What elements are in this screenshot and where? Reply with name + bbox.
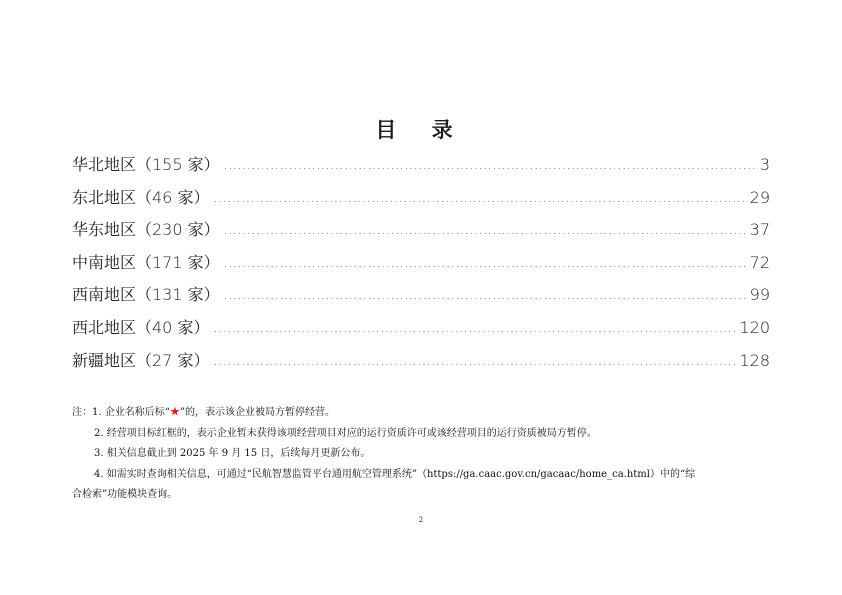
page-number: 2 bbox=[418, 516, 424, 524]
toc-entry[interactable] bbox=[72, 282, 770, 315]
note-1-text-after: ”的，表示该企业被局方暂停经营。 bbox=[179, 407, 335, 418]
note-4-line-2: 合检索”功能模块查询。 bbox=[72, 489, 178, 500]
toc-entry-page: 72 bbox=[749, 252, 770, 272]
note-3: 3. 相关信息截止到 2025 年 9 月 15 日，后续每月更新公布。 bbox=[94, 448, 371, 459]
toc-entry[interactable] bbox=[72, 250, 770, 283]
toc-leader-dots bbox=[213, 191, 747, 204]
toc-entry-page: 99 bbox=[749, 285, 770, 305]
toc-leader-dots bbox=[224, 256, 748, 269]
note-2: 2. 经营项目标红框的，表示企业暂未获得该项经营项目对应的运行资质许可或该经营项目的运行资质被局方暂停。 bbox=[94, 427, 597, 439]
toc-entry-page: 120 bbox=[739, 317, 770, 337]
toc-entry[interactable] bbox=[72, 315, 770, 348]
note-4-line-1: 4. 如需实时查询相关信息，可通过“民航智慧监管平台通用航空管理系统”（https://ga.caac.gov.cn/gacaac/home_ca.html）中的“综 bbox=[94, 468, 696, 480]
note-1-text-before: 1. 企业名称后标“ bbox=[92, 407, 170, 418]
toc-entry-label: 华东地区（230 家） bbox=[72, 220, 220, 240]
toc-leader-dots bbox=[224, 288, 748, 301]
toc-entry-label: 东北地区（46 家） bbox=[72, 187, 210, 207]
toc-leader-dots bbox=[224, 158, 758, 171]
toc-leader-dots bbox=[213, 354, 737, 367]
notes-section bbox=[72, 403, 772, 506]
toc-leader-dots bbox=[224, 223, 748, 236]
toc-entry-label: 华北地区（155 家） bbox=[72, 155, 220, 174]
toc-entry-page: 29 bbox=[749, 187, 770, 207]
table-of-contents bbox=[72, 152, 770, 380]
toc-entry[interactable] bbox=[72, 152, 770, 185]
toc-entry-page: 37 bbox=[749, 220, 770, 240]
notes-prefix: 注： bbox=[72, 407, 92, 418]
note-1 bbox=[72, 403, 772, 424]
toc-entry-label: 西北地区（40 家） bbox=[72, 317, 210, 337]
toc-entry-label: 西南地区（131 家） bbox=[72, 285, 220, 305]
toc-entry-page: 3 bbox=[759, 155, 770, 174]
star-icon: ★ bbox=[169, 407, 180, 418]
toc-entry[interactable] bbox=[72, 217, 770, 250]
toc-entry-label: 中南地区（171 家） bbox=[72, 252, 220, 272]
page-title: 目 录 bbox=[375, 117, 467, 142]
toc-leader-dots bbox=[213, 321, 737, 334]
toc-entry-page: 128 bbox=[739, 350, 770, 370]
toc-entry[interactable] bbox=[72, 348, 770, 381]
toc-entry[interactable] bbox=[72, 185, 770, 218]
toc-entry-label: 新疆地区（27 家） bbox=[72, 350, 210, 370]
